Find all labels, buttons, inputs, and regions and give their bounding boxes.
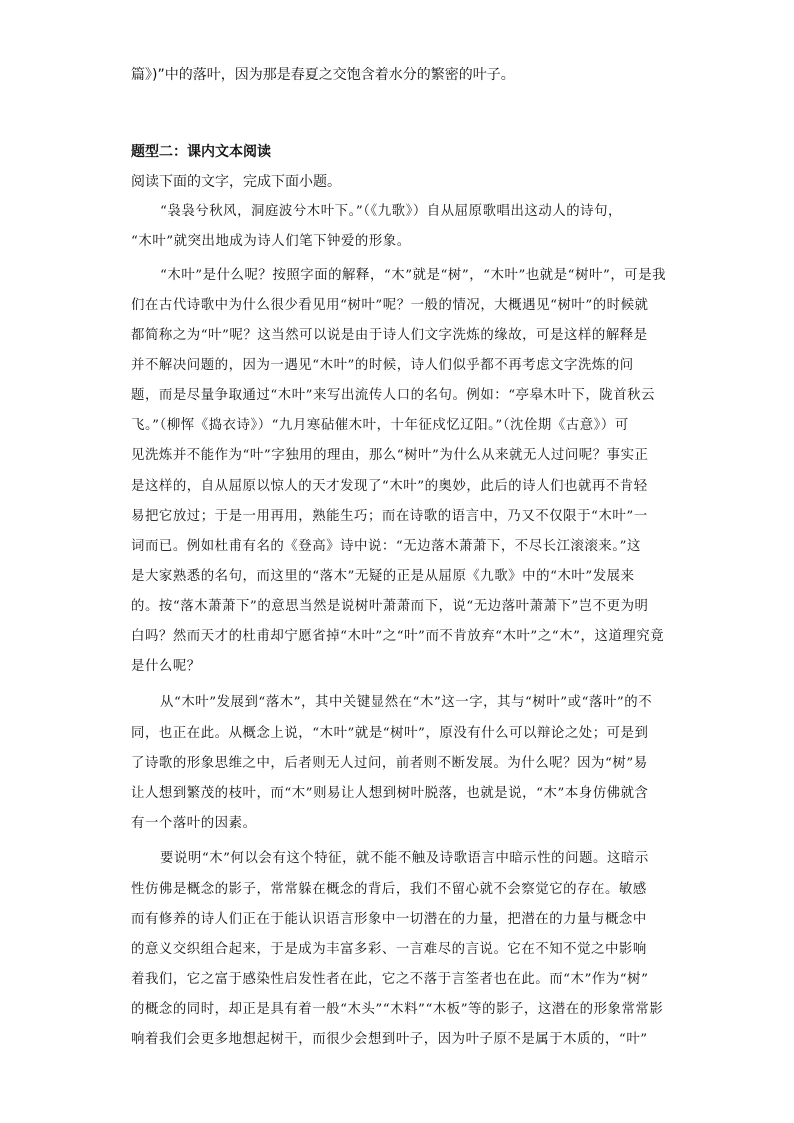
- passage-line: 白吗？然而天才的杜甫却宁愿省掉“木叶”之“叶”而不肯放弃“木叶”之“木”，这道理究竟: [131, 629, 665, 644]
- section-title: 题型二：课内文本阅读: [131, 144, 271, 160]
- passage-line: 让人想到繁茂的枝叶，而“木”则易让人想到树叶脱落，也就是说，“木”本身仿佛就含: [131, 786, 649, 801]
- passage-line: 是这样的，自从屈原以惊人的天才发现了“木叶”的奥妙，此后的诗人们也就再不肯轻: [131, 479, 648, 494]
- passage-line: 的。按“落木萧萧下”的意思当然是说树叶萧萧而下，说“无边落叶萧萧下”岂不更为明: [131, 599, 649, 614]
- passage-line: 的概念的同时，却正是具有着一般“木头”“木料”“木板”等的影子，这潜在的形象常常影: [131, 1002, 664, 1017]
- passage-line: 题，而是尽量争取通过“木叶”来写出流传人口的名句。例如：“亭皋木叶下，陇首秋云: [131, 388, 656, 403]
- passage-line: 从“木叶”发展到“落木”，其中关键显然在“木”这一字，其与“树叶”或“落叶”的不: [160, 695, 653, 710]
- passage-line: 要说明“木”何以会有这个特征，就不能不触及诗歌语言中暗示性的问题。这暗示: [160, 851, 649, 866]
- passage-line: 而有修养的诗人们正在于能认识语言形象中一切潜在的力量，把潜在的力量与概念中: [131, 912, 647, 927]
- passage-line: 们在古代诗歌中为什么很少看见用“树叶”呢？一般的情况，大概遇见“树叶”的时候就: [131, 298, 649, 313]
- passage-line: 易把它放过；于是一用再用，熟能生巧；而在诗歌的语言中，乃又不仅限于“木叶”一: [131, 509, 648, 524]
- passage-line: 同，也正在此。从概念上说，“木叶”就是“树叶”，原没有什么可以辩论之处；可是到: [131, 726, 649, 741]
- passage-line: 了诗歌的形象思维之中，后者则无人过问，前者则不断发展。为什么呢？因为“树”易: [131, 756, 648, 771]
- passage-line: 性仿佛是概念的影子，常常躲在概念的背后，我们不留心就不会察觉它的存在。敏感: [131, 882, 647, 897]
- passage-line: 的意义交织组合起来，于是成为丰富多彩、一言难尽的言说。它在不知不觉之中影响: [131, 942, 647, 957]
- instruction-text: 阅读下面的文字，完成下面小题。: [131, 174, 341, 190]
- passage-line: 见洗炼并不能作为“叶”字独用的理由，那么“树叶”为什么从来就无人过问呢？事实正: [131, 448, 649, 463]
- passage-line: “木叶”是什么呢？按照字面的解释，“木”就是“树”，“木叶”也就是“树叶”，可是我: [160, 268, 667, 283]
- intro-line: 篇》)”中的落叶，因为那是春夏之交饱含着水分的繁密的叶子。: [131, 67, 515, 83]
- passage-line: 着我们，它之富于感染性启发性者在此，它之不落于言筌者也在此。而“木”作为“树”: [131, 972, 649, 987]
- passage-line: 都简称之为“叶”呢？这当然可以说是由于诗人们文字洗炼的缘故，可是这样的解释是: [131, 328, 648, 343]
- passage-line: “袅袅兮秋风，洞庭波兮木叶下。”（《九歌》）自从屈原歌唱出这动人的诗句，: [160, 204, 622, 219]
- passage-line: 是大家熟悉的名句，而这里的“落木”无疑的正是从屈原《九歌》中的“木叶”发展来: [131, 569, 635, 584]
- passage-line: “木叶”就突出地成为诗人们笔下钟爱的形象。: [131, 234, 411, 249]
- passage-line: 有一个落叶的因素。: [131, 816, 257, 831]
- passage-line: 词而已。例如杜甫有名的《登高》诗中说：“无边落木萧萧下，不尽长江滚滚来。”这: [131, 539, 641, 554]
- passage-line: 并不解决问题的，因为一遇见“木叶”的时候，诗人们似乎都不再考虑文字洗炼的问: [131, 358, 634, 373]
- passage-line: 飞。”（柳恽《捣衣诗》）“九月寒砧催木叶，十年征戍忆辽阳。”（沈佺期《古意》）可: [131, 418, 629, 433]
- passage-line: 响着我们会更多地想起树干，而很少会想到叶子，因为叶子原不是属于木质的，“叶”: [131, 1032, 648, 1047]
- passage-line: 是什么呢？: [131, 659, 201, 674]
